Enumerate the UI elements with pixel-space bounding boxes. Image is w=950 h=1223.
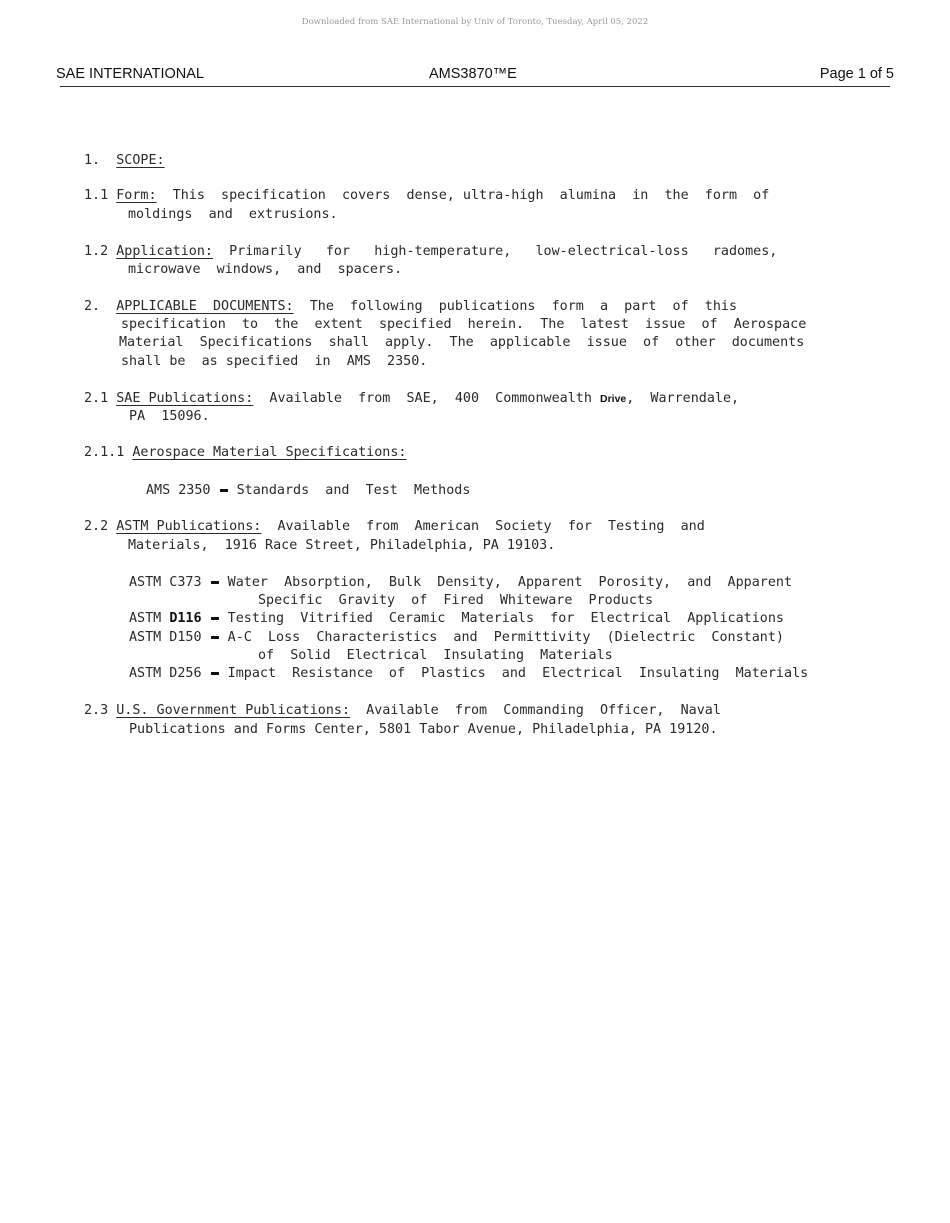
spec-id: ASTM D150: [129, 630, 202, 645]
header-publisher: SAE INTERNATIONAL: [56, 66, 204, 82]
spec-id: ASTM D256: [129, 666, 202, 681]
section-number: 2.1: [84, 391, 109, 406]
section-2: [84, 299, 737, 314]
section-number: 2.1.1: [84, 445, 125, 460]
section-2-2: [84, 519, 705, 534]
dash-icon: [220, 489, 228, 492]
header-doc-id: AMS3870™E: [429, 66, 517, 82]
section-1-1: [84, 188, 769, 203]
section-text: Primarily for high-temperature, low-electrical-loss radomes,: [213, 244, 778, 259]
section-2-2-line-2: Materials, 1916 Race Street, Philadelphia, PA 19103.: [128, 538, 556, 553]
section-text: Available from SAE, 400 Commonwealth: [253, 391, 600, 406]
section-text: Available from American Society for Testing and: [261, 519, 705, 534]
section-title: U.S. Government Publications:: [116, 703, 351, 718]
dash-icon: [211, 581, 219, 584]
section-2-line-2: specification to the extent specified herein. The latest issue of Aerospace: [121, 317, 807, 332]
section-2-1: [84, 391, 739, 406]
section-title: Application:: [116, 244, 213, 259]
spec-title: Testing Vitrified Ceramic Materials for Electrical Applications: [219, 611, 784, 626]
astm-d256-entry: [129, 666, 808, 681]
section-1-heading: [84, 153, 165, 168]
download-note: Downloaded from SAE International by Univ of Toronto, Tuesday, April 05, 2022: [301, 17, 649, 27]
section-number: 1.2: [84, 244, 109, 259]
section-title: APPLICABLE DOCUMENTS:: [116, 299, 294, 314]
astm-c373-entry: [129, 575, 792, 590]
spec-id-number: D116: [169, 611, 202, 626]
section-title: Aerospace Material Specifications:: [132, 445, 407, 460]
section-1-2: [84, 244, 777, 259]
ams-2350-entry: [146, 483, 470, 498]
astm-c373-continuation: Specific Gravity of Fired Whiteware Products: [258, 593, 654, 608]
section-1-1-line-2: moldings and extrusions.: [128, 207, 338, 222]
section-number: 2.3: [84, 703, 109, 718]
section-number: 2.2: [84, 519, 109, 534]
section-2-3-line-2: Publications and Forms Center, 5801 Tabor Avenue, Philadelphia, PA 19120.: [129, 722, 718, 737]
section-2-line-4: shall be as specified in AMS 2350.: [121, 354, 428, 369]
section-number: 1.: [84, 153, 101, 168]
spec-id: AMS 2350: [146, 483, 211, 498]
spec-title: Standards and Test Methods: [228, 483, 471, 498]
header-page-number: Page 1 of 5: [819, 66, 894, 82]
spec-id: ASTM C373: [129, 575, 202, 590]
section-text: This specification covers dense, ultra-high alumina in the form of: [156, 188, 770, 203]
section-title: SCOPE:: [116, 153, 165, 168]
section-title: SAE Publications:: [116, 391, 254, 406]
spec-title: Water Absorption, Bulk Density, Apparent Porosity, and Apparent: [219, 575, 793, 590]
astm-d116-entry: [129, 611, 784, 626]
section-2-3: [84, 703, 721, 718]
astm-d150-continuation: of Solid Electrical Insulating Materials: [258, 648, 613, 663]
spec-id-prefix: ASTM: [129, 611, 170, 626]
section-2-line-3: Material Specifications shall apply. The applicable issue of other documents: [119, 335, 805, 350]
section-text-end: , Warrendale,: [626, 391, 740, 406]
section-text: The following publications form a part of this: [293, 299, 738, 314]
section-text-drive: Drive: [599, 393, 627, 405]
dash-icon: [211, 636, 219, 639]
section-text: Available from Commanding Officer, Naval: [350, 703, 721, 718]
section-2-1-line-2: PA 15096.: [121, 409, 210, 424]
dash-icon: [211, 617, 219, 620]
spec-title: A-C Loss Characteristics and Permittivity (Dielectric Constant): [219, 630, 784, 645]
header-rule: [60, 86, 890, 87]
astm-d150-entry: [129, 630, 784, 645]
spec-title: Impact Resistance of Plastics and Electrical Insulating Materials: [219, 666, 809, 681]
dash-icon: [211, 672, 219, 675]
section-2-1-1: [84, 445, 406, 460]
section-number: 1.1: [84, 188, 109, 203]
section-title: Form:: [116, 188, 157, 203]
section-number: 2.: [84, 299, 101, 314]
section-title: ASTM Publications:: [116, 519, 262, 534]
section-1-2-line-2: microwave windows, and spacers.: [128, 262, 403, 277]
